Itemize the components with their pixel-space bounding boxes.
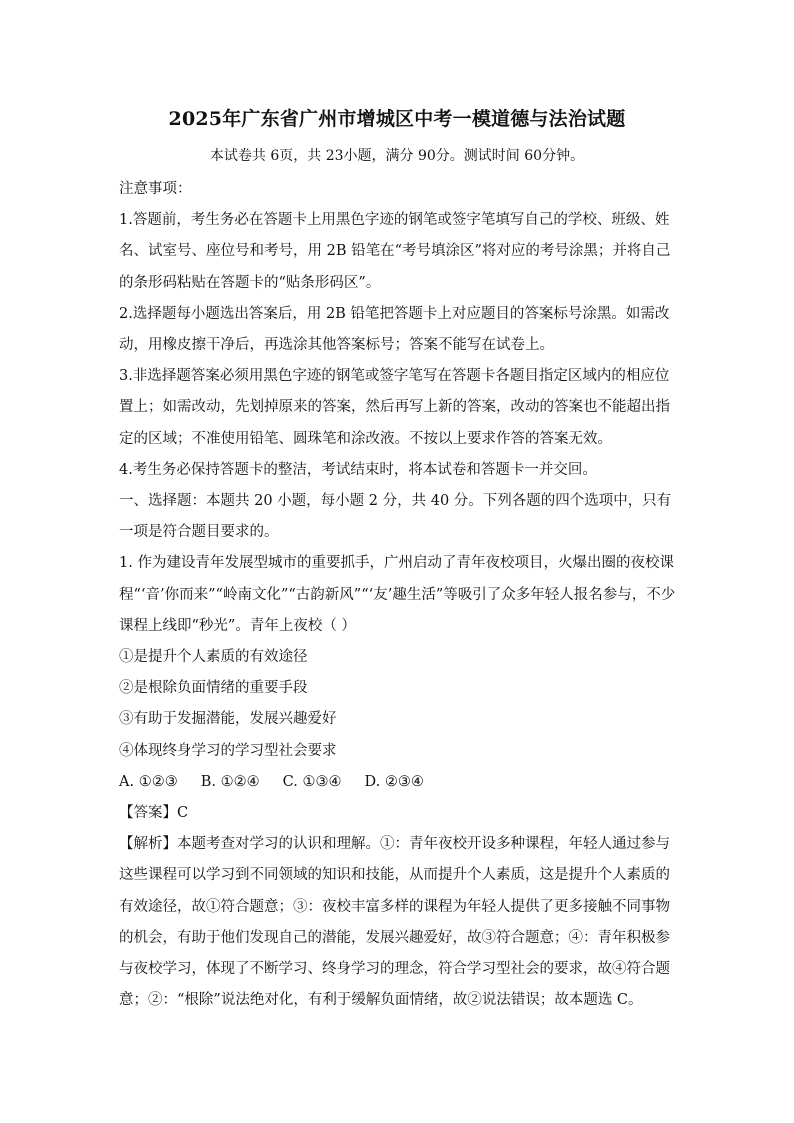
section-heading: 一、选择题：本题共 20 小题，每小题 2 分，共 40 分。下列各题的四个选项中，只有一项是符合题目要求的。 [119,493,672,541]
exam-info: 本试卷共 6页，共 23小题，满分 90分。测试时间 60分钟。 [209,148,585,164]
page-title: 2025年广东省广州市增城区中考一模道德与法治试题 [168,108,626,130]
document-body [119,174,679,1016]
question-stem: 1. 作为建设青年发展型城市的重要抓手，广州启动了青年夜校项目，火爆出圈的夜校课程“‘音’你而来”“岭南文化”“古韵新风”“‘友’趣生活”等吸引了众多年轻人报名参与，不少课程上线即“秒光”。青年上夜校（ ） [119,555,676,634]
statement-item: ④体现终身学习的学习型社会要求 [119,742,337,759]
notice-item: 3.非选择题答案必须用黑色字迹的钢笔或签字笔写在答题卡各题目指定区域内的相应位置上；如需改动，先划掉原来的答案，然后再写上新的答案，改动的答案也不能超出指定的区域；不准使用铅笔、圆珠笔和涂改液。不按以上要求作答的答案无效。 [119,368,670,447]
analysis-text: 【解析】本题考查对学习的认识和理解。①：青年夜校开设多种课程，年轻人通过参与这些课程可以学习到不同领域的知识和技能，从而提升个人素质，这是提升个人素质的有效途径，故①符合题意；③：夜校丰富多样的课程为年轻人提供了更多接触不同事物的机会，有助于他们发现自己的潜能，发展兴趣爱好，故③符合题意；④：青年积极参与夜校学习，体现了不断学习、终身学习的理念，符合学习型社会的要求，故④符合题意；②：“根除”说法绝对化，有利于缓解负面情绪，故②说法错误；故本题选 C。 [119,836,670,1009]
notice-heading: 注意事项： [119,181,192,197]
notice-item: 2.选择题每小题选出答案后，用 2B 铅笔把答题卡上对应题目的答案标号涂黑。如需改动，用橡皮擦干净后，再选涂其他答案标号；答案不能写在试卷上。 [119,305,670,354]
answer-options: A. ①②③ B. ①②④ C. ①③④ D. ②③④ [119,773,424,790]
statement-item: ①是提升个人素质的有效途径 [119,649,308,666]
statement-item: ③有助于发掘潜能，发展兴趣爱好 [119,711,337,728]
statement-item: ②是根除负面情绪的重要手段 [119,680,308,697]
answer-label: 【答案】C [119,805,189,822]
notice-item: 1.答题前，考生务必在答题卡上用黑色字迹的钢笔或签字笔填写自己的学校、班级、姓名、试室号、座位号和考号，用 2B 铅笔在“考号填涂区”将对应的考号涂黑；并将自己的条形码粘贴在答题卡的“贴条形码区”。 [119,212,671,291]
notice-item: 4.考生务必保持答题卡的整洁，考试结束时，将本试卷和答题卡一并交回。 [119,461,597,478]
